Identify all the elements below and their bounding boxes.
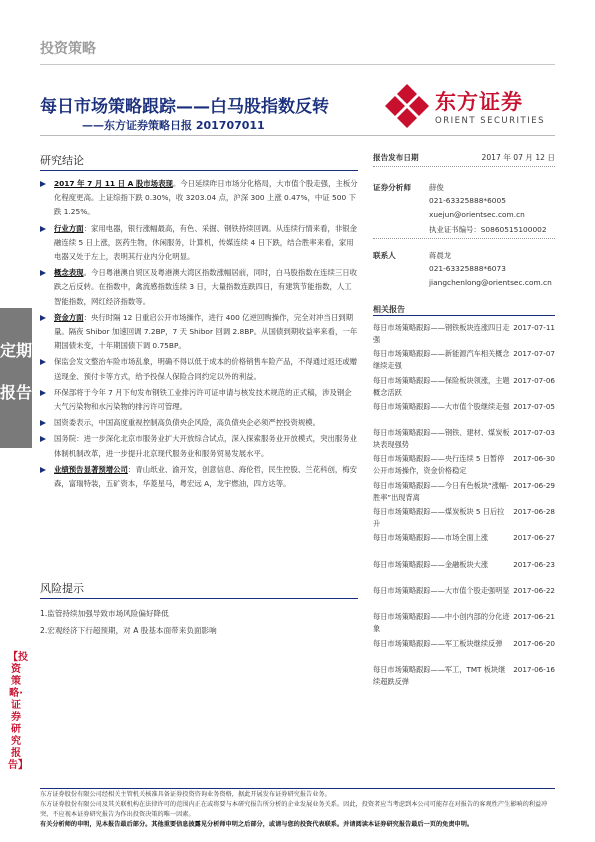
- research-bullet: [40, 222, 358, 265]
- related-report-item[interactable]: [373, 611, 555, 637]
- analyst-license: 执业证书编号：S0860515100002: [429, 225, 547, 234]
- meta-divider: [373, 166, 555, 167]
- related-report-date: 2017-06-16: [513, 664, 555, 674]
- bullet-arrow-icon: [40, 420, 46, 426]
- related-report-date: 2017-07-11: [513, 323, 555, 332]
- related-report-title[interactable]: 每日市场策略跟踪——保险板块领涨，主题概念活跃: [373, 375, 510, 397]
- related-report-title[interactable]: 每日市场策略跟踪——新能源汽车相关概念继续走强: [373, 349, 510, 371]
- related-report-date: 2017-07-06: [513, 375, 555, 385]
- research-bullet: [40, 311, 358, 354]
- bullet-arrow-icon: [40, 436, 46, 442]
- title-divider: [40, 135, 555, 136]
- related-report-title[interactable]: 每日市场策略跟踪——市场全面上涨: [373, 533, 489, 543]
- research-bullet: [40, 266, 358, 309]
- related-report-title[interactable]: 每日市场策略跟踪——今日有色板块“涨幅-胜率”出现背离: [373, 480, 509, 502]
- bullet-text: ：青山纸业、渝开发，创意信息、海伦哲，民生控股、兰花科创，梅安森，富瑞特装，五矿资本，华菱星马，粤宏远 A，龙宇燃油，四方达等。: [54, 464, 358, 489]
- related-report-title[interactable]: 每日市场策略跟踪——金融板块大涨: [373, 559, 489, 569]
- related-report-date: 2017-06-21: [513, 612, 555, 622]
- section-title: 投资策略: [40, 41, 96, 57]
- risk-list: [40, 605, 358, 639]
- related-report-item[interactable]: [373, 401, 555, 427]
- bullet-text: ：家用电器，银行涨幅最高，有色、采掘、钢铁持续回调。从连续行情来看，非银金融连续 5 日上涨，医药生物，休闲服务，计算机，传媒连续 4 日下跌，结合胜率来看，家用电器又处于左上，表明其行业内分化明显。: [54, 223, 358, 262]
- related-report-date: 2017-06-27: [513, 533, 555, 543]
- report-meta-column: [373, 152, 555, 782]
- bullet-arrow-icon: [40, 359, 46, 365]
- report-type-label-2: 报告: [0, 383, 33, 402]
- related-report-date: 2017-06-30: [513, 454, 555, 464]
- footer-line-2: 东方证券股份有限公司及其关联机构在法律许可的范围内正在或将要与本研究报告所分析的企业发展业务关系。因此，投资者应当考虑到本公司可能存在对报告的客观性产生影响的利益冲突，不应视本证券研究报告为作出投资决策的唯一因素。: [40, 801, 548, 818]
- related-report-date: 2017-06-23: [513, 559, 555, 569]
- header-divider: [40, 64, 555, 65]
- related-report-date: 2017-07-07: [513, 349, 555, 359]
- related-report-item[interactable]: [373, 506, 555, 532]
- related-report-title[interactable]: 每日市场策略跟踪——钢铁、建材、煤炭板块表现强势: [373, 428, 510, 450]
- report-type-bar: [0, 308, 32, 448]
- date-label: 报告发布日期: [373, 153, 419, 162]
- footer-line-1: 东方证券股份有限公司经相关主管机关核准具备证券投资咨询业务资格，据此开展发布证券研究报告业务。: [40, 791, 331, 798]
- research-conclusions: [40, 152, 358, 493]
- bullet-text: 国务院：进一步深化北京市服务业扩大开放综合试点，深入探索服务业开放模式，突出服务业体制机制改革，进一步提升北京现代服务业和服务贸易发展水平。: [54, 434, 358, 458]
- contact-phone: 021-63325888*6073: [429, 264, 506, 273]
- risk-heading: 风险提示: [40, 582, 84, 595]
- related-report-date: 2017-06-20: [513, 638, 555, 648]
- footer-line-3: [40, 820, 555, 830]
- related-report-title[interactable]: 每日市场策略跟踪——央行连续 5 日暂停公开市场操作，资金价格稳定: [373, 454, 505, 476]
- related-report-date: 2017-07-05: [513, 401, 555, 411]
- related-report-item[interactable]: [373, 427, 555, 453]
- related-report-item[interactable]: [373, 532, 555, 558]
- related-reports-heading: 相关报告: [373, 305, 405, 314]
- bullet-text: 。今日粤港澳自贸区及粤港澳大湾区指数涨幅居前，同时，白马股指数在连续三日收跌之后反转。在指数中，禽流感指数连续 3 日，大量指数连跌四日，有建筑节能指数，人工智能指数，网红经济指数等。: [54, 268, 358, 306]
- bullet-arrow-icon: [40, 315, 46, 321]
- related-report-date: 2017-06-22: [513, 585, 555, 595]
- related-report-item[interactable]: [373, 638, 555, 664]
- research-bullet: [40, 463, 358, 491]
- bullet-lead: 业绩预告显著预增公司: [54, 464, 128, 474]
- bullet-text: 国资委表示，中国高度重视控制高负债央企风险，高负债央企必须严控投资规模。: [54, 418, 321, 428]
- bullet-lead: 资金方面: [54, 312, 84, 322]
- analyst-label: 证券分析师: [373, 183, 411, 192]
- related-report-title[interactable]: 每日市场策略跟踪——大市值个股走强明显: [373, 585, 510, 595]
- logo-mark-icon: [383, 82, 431, 132]
- analyst-email[interactable]: xuejun@orientsec.com.cn: [429, 210, 525, 219]
- related-report-date: 2017-06-28: [513, 507, 555, 517]
- related-reports-list: [373, 322, 555, 690]
- research-bullet: [40, 355, 358, 383]
- bullet-arrow-icon: [40, 390, 46, 396]
- logo-text-en: ORIENT SECURITIES: [435, 116, 546, 126]
- logo-text-cn: 东方证券: [435, 90, 523, 114]
- contact-label: 联系人: [373, 251, 396, 260]
- research-heading-rule: [40, 170, 358, 171]
- related-report-item[interactable]: [373, 585, 555, 611]
- related-report-title[interactable]: 每日市场策略跟踪——大市值个股继续走强: [373, 401, 510, 411]
- bullet-text: 环保部将于今年 7 月下旬发布钢铁工业排污许可证申请与核发技术规范的正式稿，涉及钢企大气污染物和水污染物的排污许可管理。: [54, 387, 352, 412]
- related-report-item[interactable]: [373, 375, 555, 401]
- contact-email[interactable]: jiangchenlong@orientsec.com.cn: [429, 278, 552, 287]
- research-heading: 研究结论: [40, 154, 84, 167]
- bullet-arrow-icon: [40, 181, 46, 187]
- related-report-date: 2017-07-03: [513, 428, 555, 438]
- related-report-title[interactable]: 每日市场策略跟踪——军工，TMT 板块继续超跌反弹: [373, 664, 506, 686]
- related-report-item[interactable]: [373, 453, 555, 479]
- meta-divider: [373, 238, 555, 239]
- page-title: 每日市场策略跟踪——白马股指数反转: [40, 97, 329, 117]
- bullet-arrow-icon: [40, 270, 46, 276]
- bullet-text: ：央行时隔 12 日重启公开市场操作，进行 400 亿逆回购操作，完全对冲当日到期量。隔夜 Shibor 加速回调 7.2BP，7 天 Shibor 回调 2.8BP。从国债到期收益率来看，一年期国债未变，十年期国债下调 0.75BP。: [54, 312, 358, 351]
- research-bullet: [40, 177, 358, 220]
- related-report-item[interactable]: [373, 664, 555, 690]
- footer-line-3-text: 有关分析师的申明，见本报告最后部分。其他重要信息披露见分析师申明之后部分，或请与您的投资代表联系。并请阅读本证券研究报告最后一页的免责申明。: [40, 821, 474, 828]
- risk-item: 1.监管持续加强导致市场风险偏好降低: [40, 609, 169, 618]
- bullet-lead: 概念表现: [54, 268, 84, 278]
- footer-disclaimer: [40, 790, 555, 830]
- related-report-item[interactable]: [373, 559, 555, 585]
- footer-divider: [40, 788, 555, 789]
- related-report-title[interactable]: 每日市场策略跟踪——钢铁板块连涨四日走强: [373, 323, 510, 344]
- related-report-item[interactable]: [373, 348, 555, 374]
- related-report-title[interactable]: 每日市场策略跟踪——军工板块继续反弹: [373, 638, 503, 648]
- bullet-lead: 2017 年 7 月 11 日 A 股市场表现: [54, 179, 173, 188]
- related-report-title[interactable]: 每日市场策略跟踪——中小创内部的分化迹象: [373, 612, 510, 634]
- bullet-text: 保监会发文整治车险市场乱象，明确不得以低于成本的价格销售车险产品，不得通过返还或赠送现金、预付卡等方式，给予投保人保险合同约定以外的利益。: [54, 357, 358, 381]
- research-bullet-list: [40, 177, 358, 491]
- related-reports-rule: [373, 315, 555, 316]
- related-report-date: 2017-06-29: [513, 480, 555, 490]
- contact-name: 蒋晨龙: [429, 251, 452, 260]
- bullet-text: 。今日延续昨日市场分化格局，大市值个股走强，主板分化程度更高。上证综指下跌 0.30%，收 3203.04 点，沪深 300 上涨 0.47%，中证 500 下跌 1.25%。: [54, 179, 358, 217]
- research-bullet: [40, 432, 358, 460]
- research-bullet: [40, 416, 358, 430]
- related-report-item[interactable]: [373, 322, 555, 348]
- vertical-category-label: 【投资策略·证券研究报告】: [8, 652, 28, 771]
- bullet-lead: 行业方面: [54, 223, 84, 233]
- page-subtitle: ——东方证券策略日报 201707011: [82, 119, 265, 132]
- bullet-arrow-icon: [40, 467, 46, 473]
- related-report-item[interactable]: [373, 480, 555, 506]
- research-bullet: [40, 386, 358, 414]
- risk-heading-rule: [40, 598, 358, 599]
- publish-date: 2017 年 07 月 12 日: [481, 153, 555, 162]
- company-logo: [383, 82, 553, 138]
- bullet-arrow-icon: [40, 226, 46, 232]
- analyst-name: 薛俊: [429, 183, 444, 192]
- analyst-phone: 021-63325888*6005: [429, 196, 506, 205]
- report-type-label-1: 定期: [0, 341, 33, 360]
- related-report-title[interactable]: 每日市场策略跟踪——煤炭板块 5 日后拉升: [373, 507, 505, 529]
- risk-section: [40, 580, 358, 639]
- risk-item: 2.宏观经济下行超预期，对 A 股基本面带来负面影响: [40, 626, 217, 635]
